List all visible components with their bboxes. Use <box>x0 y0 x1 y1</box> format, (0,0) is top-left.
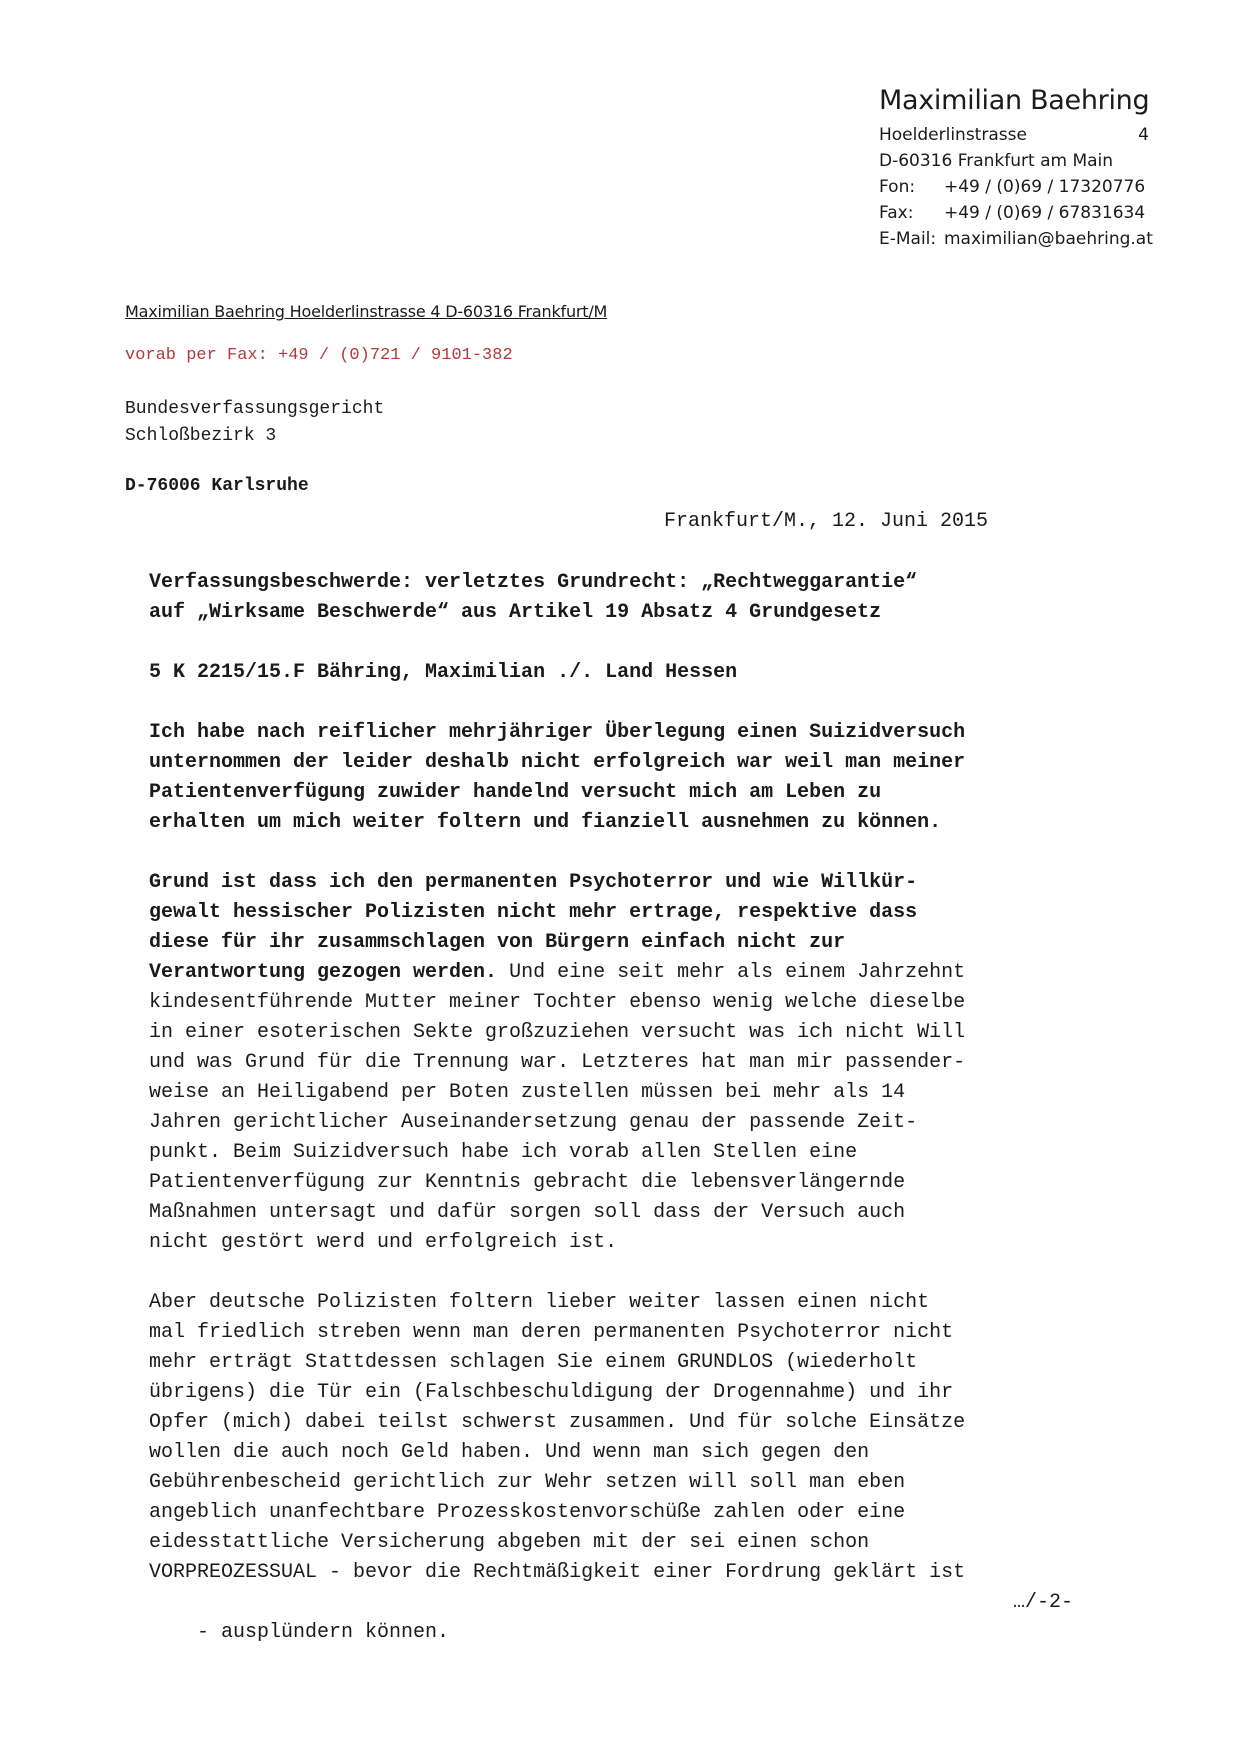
email-address: maximilian@baehring.at <box>944 229 1153 249</box>
paragraph-2 <box>149 868 1099 1258</box>
page-continuation-marker: …/-2- <box>1013 1591 1074 1614</box>
fax-number: +49 / (0)69 / 67831634 <box>944 203 1146 223</box>
sender-block <box>879 84 1153 252</box>
recipient-line-2: Schloßbezirk 3 <box>125 426 277 446</box>
fax-notice: vorab per Fax: +49 / (0)721 / 9101-382 <box>125 346 513 365</box>
paragraph-2-rest: Und eine seit mehr als einem Jahrzehnt kindesentführende Mutter meiner Tochter ebenso wenig welche dieselbe in einer esoterischen Sekte großzuziehen versucht was ich nicht Will und was Grund für die Trennung war. Letzteres hat man mir passender- weise an Heiligabend per Boten zustellen müssen bei mehr als 14 Jahren gerichtlicher Auseinandersetzung genau der passende Zeit- punkt. Beim Suizidversuch habe ich vorab allen Stellen eine Patientenverfügung zur Kenntnis gebracht die lebensverlängernde Maßnahmen untersagt und dafür sorgen soll dass der Versuch auch nicht gestört werd und erfolgreich ist. <box>149 961 966 1254</box>
letter-body <box>149 568 1099 1708</box>
paragraph-1: Ich habe nach reiflicher mehrjähriger Überlegung einen Suizidversuch unternommen der leider deshalb nicht erfolgreich war weil man meiner Patientenverfügung zuwider handelnd versucht mich am Leben zu erhalten um mich weiter foltern und fianziell ausnehmen zu können. <box>149 721 966 834</box>
paragraph-3-last-line <box>149 1588 1099 1708</box>
case-reference: 5 K 2215/15.F Bähring, Maximilian ./. Land Hessen <box>149 661 738 684</box>
sender-fon-line <box>879 174 1149 200</box>
letter-date: Frankfurt/M., 12. Juni 2015 <box>664 510 989 533</box>
return-address: Maximilian Baehring Hoelderlinstrasse 4 D-60316 Frankfurt/M <box>125 302 608 321</box>
fax-label: Fax: <box>879 203 914 223</box>
fon-number: +49 / (0)69 / 17320776 <box>944 177 1146 197</box>
sender-name: Maximilian Baehring <box>879 85 1150 116</box>
sender-email-line <box>879 226 1153 252</box>
recipient-address <box>125 396 384 450</box>
email-label: E-Mail: <box>879 229 937 249</box>
sender-city-line <box>879 148 1149 174</box>
recipient-line-1: Bundesverfassungsgericht <box>125 399 385 419</box>
fon-label: Fon: <box>879 177 916 197</box>
paragraph-3: Aber deutsche Polizisten foltern lieber weiter lassen einen nicht mal friedlich streben wenn man deren permanenten Psychoterror nicht mehr erträgt Stattdessen schlagen Sie einem GRUNDLOS (wiederholt übrigens) die Tür ein (Falschbeschuldigung der Drogennahme) und ihr Opfer (mich) dabei teilst schwerst zusammen. Und für solche Einsätze wollen die auch noch Geld haben. Und wenn man sich gegen den Gebührenbescheid gerichtlich zur Wehr setzen will soll man eben angeblich unanfechtbare Prozesskostenvorschüße zahlen oder eine eidesstattliche Versicherung abgeben mit der sei einen schon VORPREOZESSUAL - bevor die Rechtmäßigkeit einer Fordrung geklärt ist <box>149 1291 966 1584</box>
subject-line-2: auf „Wirksame Beschwerde“ aus Artikel 19 Absatz 4 Grundgesetz <box>149 601 882 624</box>
sender-fax-line <box>879 200 1149 226</box>
recipient-city: D-76006 Karlsruhe <box>125 476 309 496</box>
sender-street: Hoelderlinstrasse <box>879 125 1027 145</box>
subject-line-1: Verfassungsbeschwerde: verletztes Grundrecht: „Rechtweggarantie“ <box>149 571 918 594</box>
sender-city: D-60316 Frankfurt am Main <box>879 151 1114 171</box>
paragraph-3-end: - ausplündern können. <box>197 1621 450 1644</box>
paragraph-2-bold: Grund ist dass ich den permanenten Psychoterror und wie Willkür- gewalt hessischer Polizisten nicht mehr ertrage, respektive dass diese für ihr zusammschlagen von Bürgern einfach nicht zur Verantwortung gezogen werden. <box>149 871 918 984</box>
sender-street-line <box>879 122 1149 148</box>
sender-house-number: 4 <box>1138 125 1149 145</box>
